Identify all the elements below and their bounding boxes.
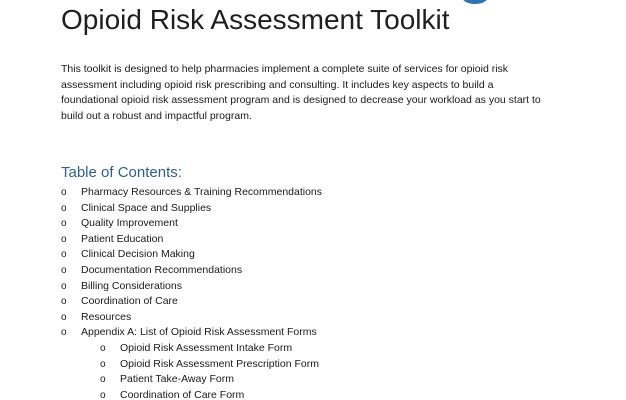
- bullet-icon: o: [61, 202, 67, 214]
- toc-item: [0, 310, 626, 326]
- toc-item: [0, 216, 626, 232]
- bullet-icon: o: [61, 249, 67, 261]
- bullet-icon: o: [61, 280, 67, 292]
- toc-item-label: Patient Education: [81, 232, 164, 245]
- toc-item-label: Clinical Space and Supplies: [81, 201, 212, 214]
- toc-item-label: Documentation Recommendations: [81, 263, 243, 276]
- toc-list: [0, 185, 626, 400]
- header-accent-shape: [462, 0, 488, 4]
- document-title: Opioid Risk Assessment Toolkit: [61, 4, 450, 35]
- toc-item: [0, 279, 626, 295]
- toc-heading: Table of Contents:: [61, 164, 182, 181]
- toc-subitem: [0, 357, 626, 373]
- bullet-icon: o: [100, 389, 106, 400]
- bullet-icon: o: [61, 187, 67, 198]
- bullet-icon: o: [100, 342, 106, 354]
- toc-item-label: Billing Considerations: [81, 279, 182, 292]
- toc-item: [0, 247, 626, 263]
- toc-item-label: Clinical Decision Making: [81, 248, 195, 261]
- toc-item: [0, 294, 626, 310]
- toc-item: [0, 185, 626, 201]
- toc-item-label: Opioid Risk Assessment Prescription Form: [120, 357, 319, 370]
- toc-item: [0, 201, 626, 217]
- intro-paragraph: This toolkit is designed to help pharmacies implement a complete suite of services for opioid risk assessment including opioid risk prescribing and consulting. It includes key aspects to build a foundational opioid risk assessment program and is designed to decrease your workload as you start to build out a robust and impactful program.: [61, 63, 541, 122]
- toc-item: [0, 263, 626, 279]
- bullet-icon: o: [61, 264, 67, 276]
- bullet-icon: o: [100, 374, 106, 386]
- toc-item: [0, 325, 626, 341]
- toc-item-label: Opioid Risk Assessment Intake Form: [120, 341, 293, 354]
- toc-item-label: Quality Improvement: [81, 217, 178, 230]
- toc-subitem: [0, 341, 626, 357]
- bullet-icon: o: [61, 311, 67, 323]
- bullet-icon: o: [61, 218, 67, 230]
- toc-item-label: Coordination of Care: [81, 295, 178, 308]
- toc-item-label: Coordination of Care Form: [120, 388, 245, 400]
- bullet-icon: o: [61, 327, 67, 339]
- bullet-icon: o: [100, 358, 106, 370]
- toc-item-label: Patient Take-Away Form: [120, 373, 234, 386]
- bullet-icon: o: [61, 296, 67, 308]
- toc-item-label: Resources: [81, 310, 132, 323]
- bullet-icon: o: [61, 233, 67, 245]
- toc-item-label: Pharmacy Resources & Training Recommendations: [81, 186, 323, 198]
- toc-subitem: [0, 388, 626, 400]
- toc-item: [0, 232, 626, 248]
- toc-subitem: [0, 372, 626, 388]
- toc-item-label: Appendix A: List of Opioid Risk Assessment Forms: [81, 326, 317, 339]
